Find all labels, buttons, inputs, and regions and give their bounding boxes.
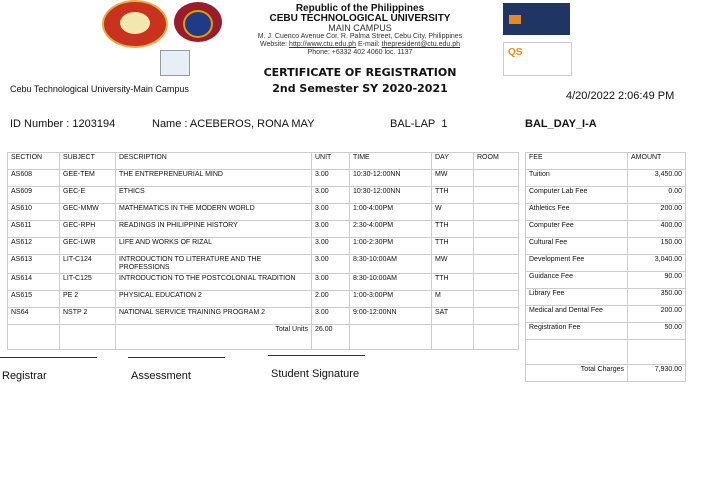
fee-name: Tuition — [526, 170, 628, 187]
column-header: UNIT — [312, 153, 350, 170]
course: BAL-LAP — [390, 118, 436, 130]
blank-cell — [628, 340, 686, 365]
phone: Phone: +6332 402 4060 loc. 1137 — [307, 49, 413, 56]
total-charges-row — [526, 365, 686, 382]
column-header: SECTION — [8, 153, 60, 170]
fee-row — [526, 204, 686, 221]
section-cell: AS611 — [8, 221, 60, 238]
time-cell: 2:30-4:00PM — [350, 221, 432, 238]
fee-row — [526, 255, 686, 272]
total-units-label: Total Units — [116, 325, 312, 350]
column-header: FEE — [526, 153, 628, 170]
id-value: 1203194 — [72, 118, 116, 130]
fee-name: Athletics Fee — [526, 204, 628, 221]
blank-cell — [60, 325, 116, 350]
fee-row — [526, 323, 686, 340]
description-cell: INTRODUCTION TO THE POSTCOLONIAL TRADITION — [116, 274, 312, 291]
address: M. J. Cuenco Avenue Cor. R. Palma Street, Cebu City, Philippines — [257, 33, 463, 40]
column-header: DESCRIPTION — [116, 153, 312, 170]
time-cell: 9:00-12:00NN — [350, 308, 432, 325]
blank-cell — [474, 325, 519, 350]
description-cell: READINGS IN PHILIPPINE HISTORY — [116, 221, 312, 238]
time-cell: 1:00-3:00PM — [350, 291, 432, 308]
table-row — [8, 274, 519, 291]
section-cell: AS615 — [8, 291, 60, 308]
fee-name: Medical and Dental Fee — [526, 306, 628, 323]
subject-cell: GEC-RPH — [60, 221, 116, 238]
day-cell: MW — [432, 255, 474, 274]
assessment-label: Assessment — [131, 370, 191, 382]
website-link[interactable]: http://www.ctu.edu.ph — [289, 41, 356, 48]
description-cell: THE ENTREPRENEURIAL MIND — [116, 170, 312, 187]
fee-amount: 150.00 — [628, 238, 686, 255]
day-cell: W — [432, 204, 474, 221]
fee-name: Development Fee — [526, 255, 628, 272]
year-level: 1 — [441, 118, 448, 130]
table-row — [8, 238, 519, 255]
table-row — [8, 308, 519, 325]
fee-name: Library Fee — [526, 289, 628, 306]
table-row — [8, 170, 519, 187]
student-name — [152, 118, 314, 130]
subject-cell: LIT-C124 — [60, 255, 116, 274]
student-signature-label: Student Signature — [271, 368, 360, 380]
room-cell — [474, 308, 519, 325]
day-cell: TTH — [432, 238, 474, 255]
time-cell: 1:00-2:30PM — [350, 238, 432, 255]
fee-amount: 400.00 — [628, 221, 686, 238]
name-label: Name : — [152, 118, 188, 130]
fee-row — [526, 238, 686, 255]
blank-cell — [432, 325, 474, 350]
total-charges-value: 7,930.00 — [628, 365, 686, 382]
unit-cell: 3.00 — [312, 238, 350, 255]
total-units-value: 26.00 — [312, 325, 350, 350]
student-signature-line — [268, 355, 365, 356]
semester: 2nd Semester SY 2020-2021 — [272, 82, 448, 95]
room-cell — [474, 291, 519, 308]
column-header: ROOM — [474, 153, 519, 170]
unit-cell: 3.00 — [312, 221, 350, 238]
fee-amount: 200.00 — [628, 306, 686, 323]
day-cell: MW — [432, 170, 474, 187]
column-header: TIME — [350, 153, 432, 170]
unit-cell: 3.00 — [312, 308, 350, 325]
table-row — [8, 204, 519, 221]
assessment-signature-line — [128, 357, 225, 358]
fees-table — [525, 152, 686, 382]
fee-row — [526, 187, 686, 204]
fee-row — [526, 170, 686, 187]
fee-name: Computer Fee — [526, 221, 628, 238]
campus-name: Cebu Technological University-Main Campus — [10, 84, 189, 94]
fee-amount: 3,040.00 — [628, 255, 686, 272]
fee-amount: 200.00 — [628, 204, 686, 221]
republic-line: Republic of the Philippines — [295, 3, 425, 14]
room-cell — [474, 274, 519, 291]
unit-cell: 3.00 — [312, 170, 350, 187]
subject-cell: GEE-TEM — [60, 170, 116, 187]
registrar-signature-line — [0, 357, 97, 358]
day-cell: TTH — [432, 187, 474, 204]
fee-name: Cultural Fee — [526, 238, 628, 255]
room-cell — [474, 204, 519, 221]
time-cell: 1:00-4:00PM — [350, 204, 432, 221]
fee-row — [526, 272, 686, 289]
fee-name: Registration Fee — [526, 323, 628, 340]
section-cell: AS612 — [8, 238, 60, 255]
column-header: AMOUNT — [628, 153, 686, 170]
subject-cell: GEC-MMW — [60, 204, 116, 221]
room-cell — [474, 221, 519, 238]
description-cell: ETHICS — [116, 187, 312, 204]
day-cell: SAT — [432, 308, 474, 325]
id-label: ID Number : — [10, 118, 70, 130]
total-charges-label: Total Charges — [526, 365, 628, 382]
section-cell: AS610 — [8, 204, 60, 221]
time-cell: 10:30-12:00NN — [350, 187, 432, 204]
fee-name: Computer Lab Fee — [526, 187, 628, 204]
fee-amount: 0.00 — [628, 187, 686, 204]
subject-cell: PE 2 — [60, 291, 116, 308]
description-cell: LIFE AND WORKS OF RIZAL — [116, 238, 312, 255]
day-cell: M — [432, 291, 474, 308]
name-value: ACEBEROS, RONA MAY — [189, 118, 315, 130]
table-header-row — [8, 153, 519, 170]
unit-cell: 3.00 — [312, 187, 350, 204]
room-cell — [474, 170, 519, 187]
fee-amount: 3,450.00 — [628, 170, 686, 187]
subject-cell: LIT-C125 — [60, 274, 116, 291]
email-label: E-mail: — [357, 41, 380, 48]
website-label: Website: — [259, 41, 288, 48]
fee-name: Guidance Fee — [526, 272, 628, 289]
description-cell: PHYSICAL EDUCATION 2 — [116, 291, 312, 308]
section-cell: AS608 — [8, 170, 60, 187]
column-header: SUBJECT — [60, 153, 116, 170]
fee-amount: 350.00 — [628, 289, 686, 306]
blank-row — [526, 340, 686, 365]
qs-stars-logo: QS — [503, 42, 572, 76]
subjects-table — [7, 152, 519, 350]
total-units-row — [8, 325, 519, 350]
blank-cell — [526, 340, 628, 365]
table-row — [8, 255, 519, 274]
time-cell: 8:30-10:00AM — [350, 255, 432, 274]
section-cell: AS613 — [8, 255, 60, 274]
block-section: BAL_DAY_I-A — [525, 118, 597, 130]
subject-cell: GEC-E — [60, 187, 116, 204]
course-year — [390, 118, 448, 130]
campus-line: MAIN CAMPUS — [328, 23, 392, 33]
registrar-label: Registrar — [2, 370, 47, 382]
university-header — [200, 4, 520, 57]
table-row — [8, 291, 519, 308]
room-cell — [474, 187, 519, 204]
student-id — [10, 118, 115, 130]
subject-cell: NSTP 2 — [60, 308, 116, 325]
description-cell: MATHEMATICS IN THE MODERN WORLD — [116, 204, 312, 221]
unit-cell: 3.00 — [312, 255, 350, 274]
section-cell: AS614 — [8, 274, 60, 291]
description-cell: INTRODUCTION TO LITERATURE AND THE PROFESSIONS — [116, 255, 312, 274]
room-cell — [474, 238, 519, 255]
description-cell: NATIONAL SERVICE TRAINING PROGRAM 2 — [116, 308, 312, 325]
section-cell: NS64 — [8, 308, 60, 325]
iso-certification-logo — [160, 50, 190, 76]
table-row — [8, 221, 519, 238]
unit-cell: 2.00 — [312, 291, 350, 308]
certificate-title: CERTIFICATE OF REGISTRATION — [263, 66, 457, 79]
day-cell: TTH — [432, 221, 474, 238]
fee-row — [526, 289, 686, 306]
time-cell: 10:30-12:00NN — [350, 170, 432, 187]
fee-row — [526, 306, 686, 323]
email-link[interactable]: thepresident@ctu.edu.ph — [381, 41, 460, 48]
fees-header-row — [526, 153, 686, 170]
time-cell: 8:30-10:00AM — [350, 274, 432, 291]
ctu-seal-logo — [102, 0, 168, 48]
table-row — [8, 187, 519, 204]
unit-cell: 3.00 — [312, 274, 350, 291]
room-cell — [474, 255, 519, 274]
subject-cell: GEC-LWR — [60, 238, 116, 255]
section-cell: AS609 — [8, 187, 60, 204]
day-cell: TTH — [432, 274, 474, 291]
fee-amount: 90.00 — [628, 272, 686, 289]
fee-amount: 50.00 — [628, 323, 686, 340]
print-datetime: 4/20/2022 2:06:49 PM — [566, 90, 675, 102]
unit-cell: 3.00 — [312, 204, 350, 221]
blank-cell — [350, 325, 432, 350]
fee-row — [526, 221, 686, 238]
university-name: CEBU TECHNOLOGICAL UNIVERSITY — [269, 13, 451, 24]
column-header: DAY — [432, 153, 474, 170]
blank-cell — [8, 325, 60, 350]
